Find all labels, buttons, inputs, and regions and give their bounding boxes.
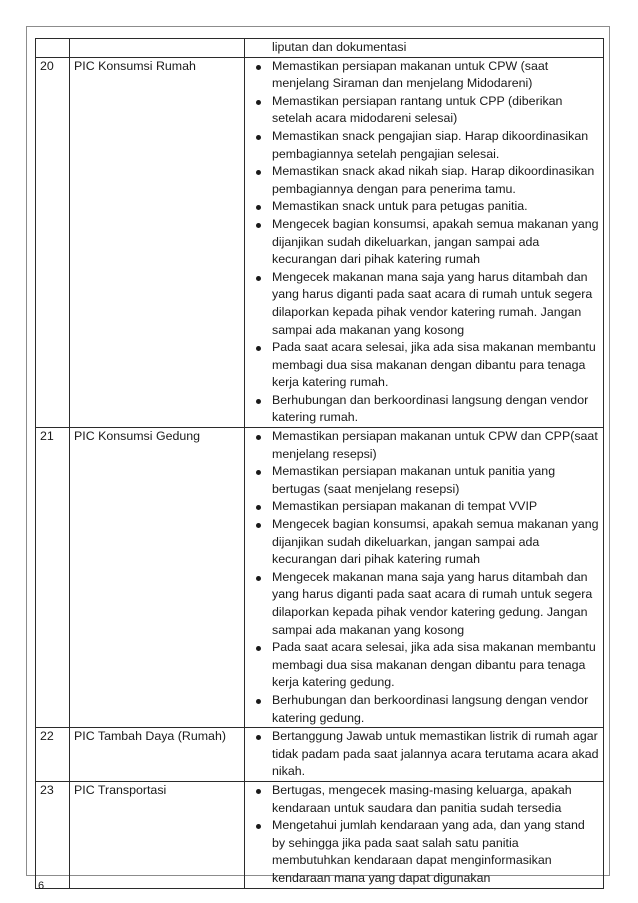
task-item: Memastikan persiapan makanan untuk CPW (saat menjelang Siraman dan menjelang Midodareni) bbox=[272, 58, 599, 93]
row-number: 23 bbox=[36, 781, 70, 888]
row-role: PIC Konsumsi Gedung bbox=[70, 428, 245, 728]
task-item: Memastikan snack akad nikah siap. Harap dikoordinasikan pembagiannya dengan para penerima tamu. bbox=[272, 163, 599, 198]
task-item: Memastikan snack untuk para petugas panitia. bbox=[272, 198, 599, 216]
task-item: Berhubungan dan berkoordinasi langsung dengan vendor katering gedung. bbox=[272, 692, 599, 727]
table-row bbox=[36, 781, 604, 888]
task-list bbox=[249, 782, 599, 888]
table-row bbox=[36, 428, 604, 728]
page-number: 6 bbox=[38, 880, 45, 892]
task-item: Memastikan persiapan makanan di tempat VVIP bbox=[272, 498, 599, 516]
row-tasks bbox=[245, 728, 604, 782]
task-item: Memastikan persiapan makanan untuk CPW dan CPP(saat menjelang resepsi) bbox=[272, 428, 599, 463]
task-item: Memastikan snack pengajian siap. Harap dikoordinasikan pembagiannya setelah pengajian selesai. bbox=[272, 128, 599, 163]
continuation-text: liputan dan dokumentasi bbox=[272, 40, 407, 54]
table-row bbox=[36, 728, 604, 782]
row-tasks bbox=[245, 428, 604, 728]
pic-task-table bbox=[35, 38, 604, 889]
table-body bbox=[36, 39, 604, 889]
row-role: PIC Transportasi bbox=[70, 781, 245, 888]
cell-no bbox=[36, 39, 70, 58]
task-item: Memastikan persiapan rantang untuk CPP (diberikan setelah acara midodareni selesai) bbox=[272, 93, 599, 128]
task-item: Mengecek makanan mana saja yang harus ditambah dan yang harus diganti pada saat acara di rumah untuk segera dilaporkan kepada pihak vendor katering rumah. Jangan sampai ada makanan yang kosong bbox=[272, 269, 599, 339]
task-item: Pada saat acara selesai, jika ada sisa makanan membantu membagi dua sisa makanan dengan dibantu para tenaga kerja katering gedung. bbox=[272, 639, 599, 692]
task-item: Bertugas, mengecek masing-masing keluarga, apakah kendaraan untuk saudara dan panitia sudah tersedia bbox=[272, 782, 599, 817]
row-number: 21 bbox=[36, 428, 70, 728]
task-list bbox=[249, 428, 599, 727]
task-item: Pada saat acara selesai, jika ada sisa makanan membantu membagi dua sisa makanan dengan dibantu para tenaga kerja katering rumah. bbox=[272, 339, 599, 392]
row-number: 22 bbox=[36, 728, 70, 782]
cell-role bbox=[70, 39, 245, 58]
task-list bbox=[249, 728, 599, 781]
task-item: Mengetahui jumlah kendaraan yang ada, dan yang stand by sehingga jika pada saat salah satu panitia membutuhkan kendaraan dapat menginformasikan kendaraan mana yang dapat digunakan bbox=[272, 817, 599, 887]
task-item: Bertanggung Jawab untuk memastikan listrik di rumah agar tidak padam pada saat jalannya acara terutama acara akad nikah. bbox=[272, 728, 599, 781]
row-tasks bbox=[245, 781, 604, 888]
row-tasks bbox=[245, 57, 604, 427]
cell-tasks bbox=[245, 39, 604, 58]
task-item: Berhubungan dan berkoordinasi langsung dengan vendor katering rumah. bbox=[272, 392, 599, 427]
task-list bbox=[249, 58, 599, 427]
task-item: Mengecek makanan mana saja yang harus ditambah dan yang harus diganti pada saat acara di rumah untuk segera dilaporkan kepada pihak vendor katering gedung. Jangan sampai ada makanan yang kosong bbox=[272, 569, 599, 639]
table-row-continuation bbox=[36, 39, 604, 58]
row-role: PIC Konsumsi Rumah bbox=[70, 57, 245, 427]
task-item: Memastikan persiapan makanan untuk panitia yang bertugas (saat menjelang resepsi) bbox=[272, 463, 599, 498]
row-number: 20 bbox=[36, 57, 70, 427]
row-role: PIC Tambah Daya (Rumah) bbox=[70, 728, 245, 782]
task-item: Mengecek bagian konsumsi, apakah semua makanan yang dijanjikan sudah dikeluarkan, jangan sampai ada kecurangan dari pihak katering rumah bbox=[272, 216, 599, 269]
task-item: Mengecek bagian konsumsi, apakah semua makanan yang dijanjikan sudah dikeluarkan, jangan sampai ada kecurangan dari pihak katering rumah bbox=[272, 516, 599, 569]
table-row bbox=[36, 57, 604, 427]
